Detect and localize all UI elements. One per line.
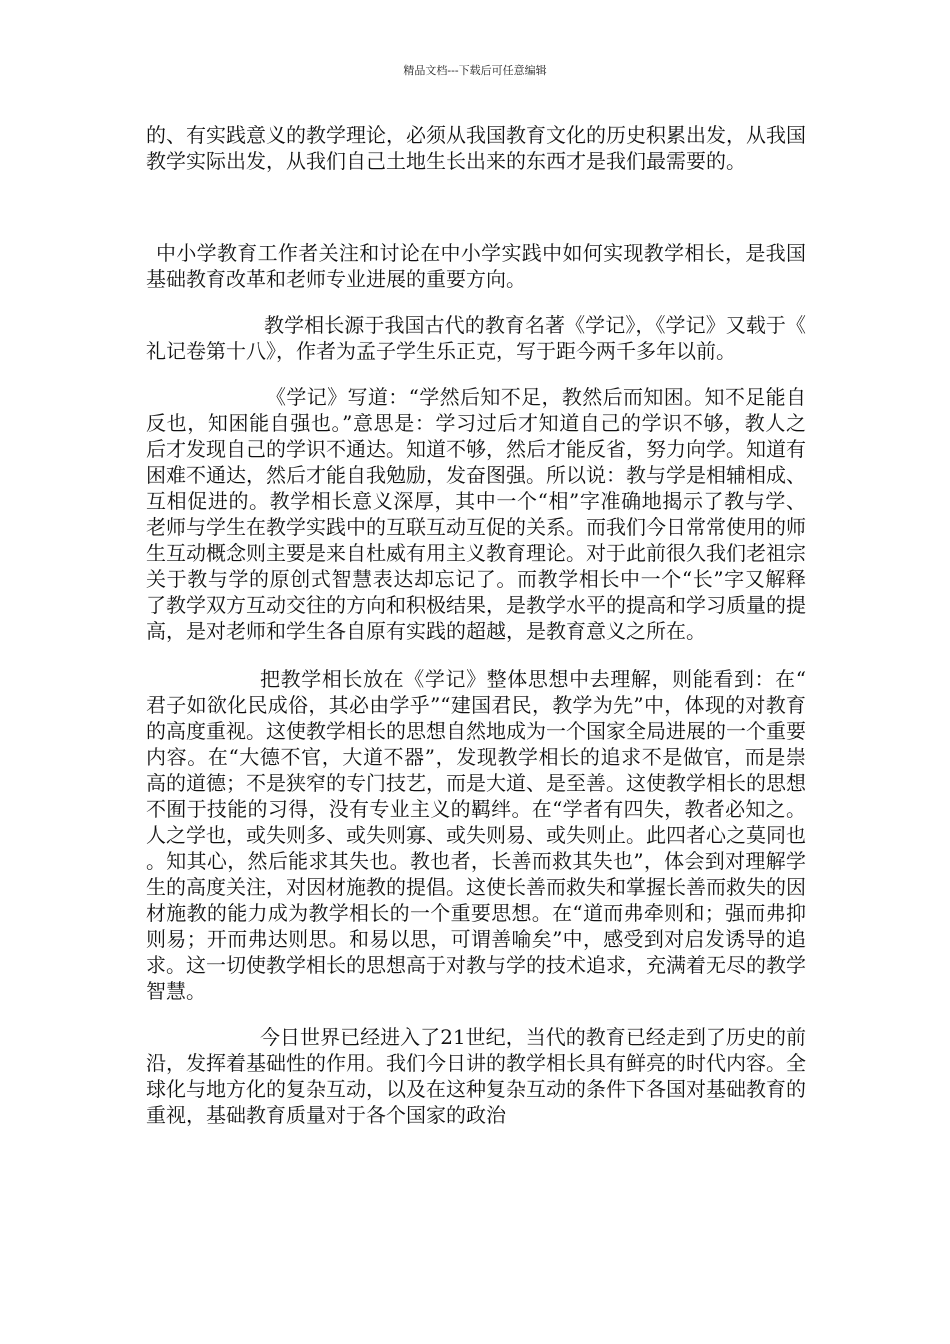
paragraph-continuation: 的、有实践意义的教学理论，必须从我国教育文化的历史积累出发，从我国教学实际出发，从我们自己土地生长出来的东西才是我们最需要的。 xyxy=(146,123,806,173)
paragraph-5: 今日世界已经进入了21世纪，当代的教育已经走到了历史的前沿，发挥着基础性的作用。我们今日讲的教学相长具有鲜亮的时代内容。全球化与地方化的复杂互动，以及在这种复杂互动的条件下各国对基础教育的重视，基础教育质量对于各个国家的政治 xyxy=(146,1025,806,1127)
document-body xyxy=(146,122,806,1128)
paragraph-4: 把教学相长放在《学记》整体思想中去理解，则能看到：在“君子如欲化民成俗，其必由学乎”“建国君民，教学为先”中，体现的对教育的高度重视。这使教学相长的思想自然地成为一个国家全局进展的一个重要内容。在“大德不官，大道不器”，发现教学相长的追求不是做官，而是崇高的道德；不是狭窄的专门技艺，而是大道、是至善。这使教学相长的思想不囿于技能的习得，没有专业主义的羁绊。在“学者有四失，教者必知之。人之学也，或失则多、或失则寡、或失则易、或失则止。此四者心之莫同也。知其心，然后能求其失也。教也者，长善而救其失也”，体会到对理解学生的高度关注，对因材施教的提倡。这使长善而救失和掌握长善而救失的因材施教的能力成为教学相长的一个重要思想。在“道而弗牵则和；强而弗抑则易；开而弗达则思。和易以思，可谓善喻矣”中，感受到对启发诱导的追求。这一切使教学相长的思想高于对教与学的技术追求，充满着无尽的教学智慧。 xyxy=(146,667,806,1003)
page-header: 精品文档---下载后可任意编辑 xyxy=(403,64,547,77)
paragraph-1: 中小学教育工作者关注和讨论在中小学实践中如何实现教学相长，是我国基础教育改革和老师专业进展的重要方向。 xyxy=(146,241,806,291)
paragraph-3: 《学记》写道：“学然后知不足，教然后而知困。知不足能自反也，知困能自强也。”意思是：学习过后才知道自己的学识不够，教人之后才发现自己的学识不通达。知道不够，然后才能反省，努力向学。知道有困难不通达，然后才能自我勉励，发奋图强。所以说：教与学是相辅相成、互相促进的。教学相长意义深厚，其中一个“相”字准确地揭示了教与学、老师与学生在教学实践中的互联互动互促的关系。而我们今日常常使用的师生互动概念则主要是来自杜威有用主义教育理论。对于此前很久我们老祖宗关于教与学的原创式智慧表达却忘记了。而教学相长中一个“长”字又解释了教学双方互动交往的方向和积极结果，是教学水平的提高和学习质量的提高，是对老师和学生各自原有实践的超越，是教育意义之所在。 xyxy=(146,385,806,643)
paragraph-2: 教学相长源于我国古代的教育名著《学记》，《学记》又载于《礼记卷第十八》，作者为孟子学生乐正克，写于距今两千多年以前。 xyxy=(146,313,806,363)
